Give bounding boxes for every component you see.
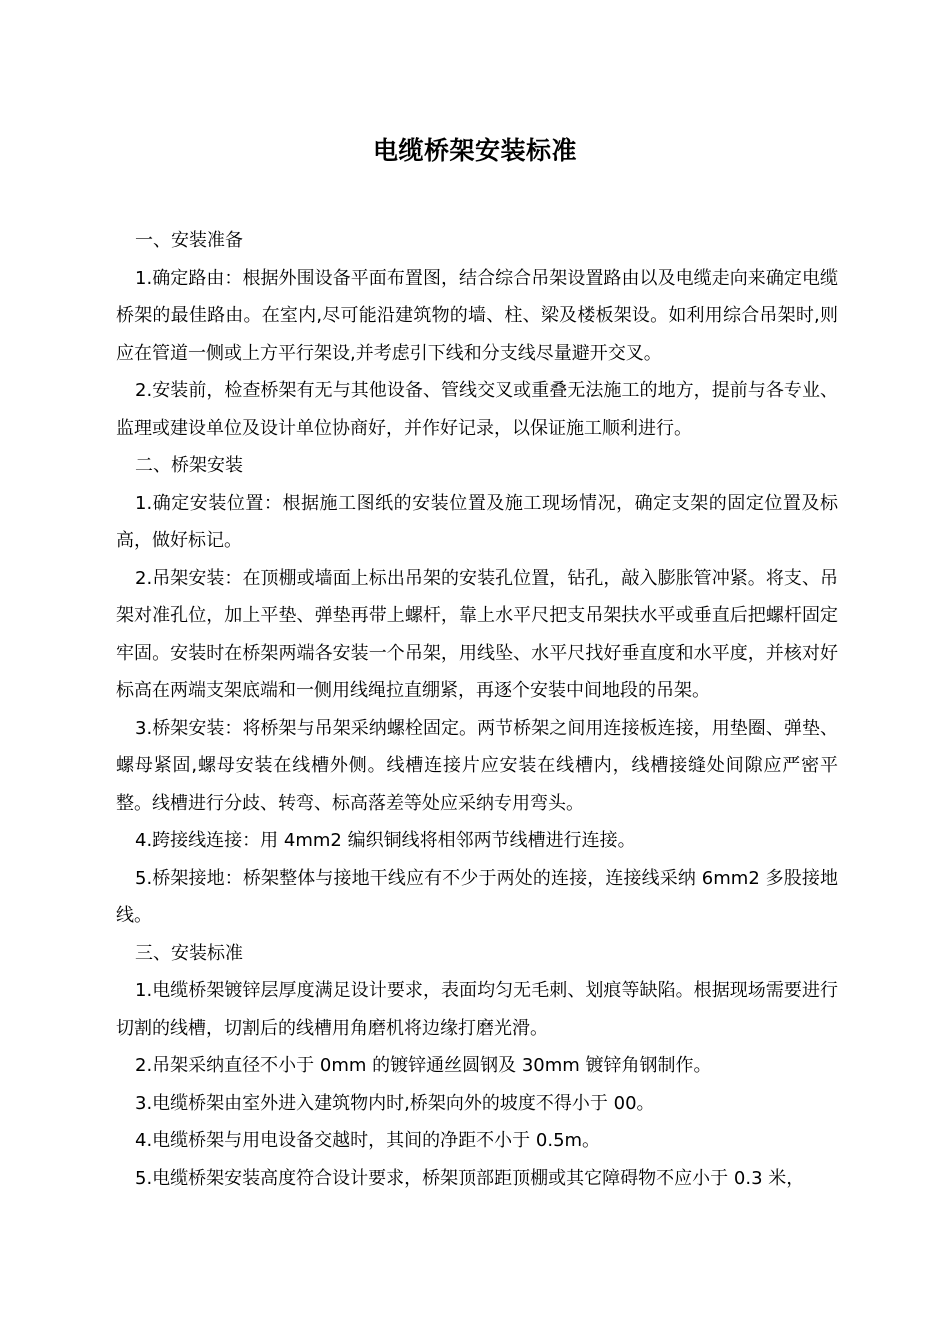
paragraph-tray-install: 3.桥架安装：将桥架与吊架采纳螺栓固定。两节桥架之间用连接板连接，用垫圈、弹垫、螺母紧固,螺母安装在线槽外侧。线槽连接片应安装在线槽内，线槽接缝处间隙应严密平整。线槽进行分歧、转弯、标高落差等处应采纳专用弯头。 [116, 717, 838, 814]
paragraph-hanger-material: 2.吊架采纳直径不小于 0mm 的镀锌通丝圆钢及 30mm 镀锌角钢制作。 [135, 1055, 712, 1076]
section-heading-standards: 三、安装标准 [135, 942, 243, 964]
paragraph-install-height: 5.电缆桥架安装高度符合设计要求，桥架顶部距顶棚或其它障碍物不应小于 0.3 米， [135, 1167, 805, 1189]
section-heading-preparation: 一、安装准备 [135, 230, 243, 251]
paragraph-galvanizing: 1.电缆桥架镀锌层厚度满足设计要求，表面均匀无毛刺、划痕等缺陷。根据现场需要进行切割的线槽，切割后的线槽用角磨机将边缘打磨光滑。 [116, 980, 838, 1039]
paragraph-pre-install-check: 2.安装前，检查桥架有无与其他设备、管线交叉或重叠无法施工的地方，提前与各专业、监理或建设单位及设计单位协商好，并作好记录，以保证施工顺利进行。 [116, 380, 838, 439]
paragraph-tray-grounding: 5.桥架接地：桥架整体与接地干线应有不少于两处的连接，连接线采纳 6mm2 多股接地线。 [116, 867, 838, 926]
paragraph-route: 1.确定路由：根据外围设备平面布置图，结合综合吊架设置路由以及电缆走向来确定电缆桥架的最佳路由。在室内,尽可能沿建筑物的墙、柱、梁及楼板架设。如利用综合吊架时,则应在管道一侧或上方平行架设,并考虑引下线和分支线尽量避开交叉。 [116, 267, 838, 364]
paragraph-clearance: 4.电缆桥架与用电设备交越时，其间的净距不小于 0.5m。 [135, 1130, 601, 1151]
paragraph-jumper-connection: 4.跨接线连接：用 4mm2 编织铜线将相邻两节线槽进行连接。 [135, 830, 636, 851]
paragraph-hanger-install: 2.吊架安装：在顶棚或墙面上标出吊架的安装孔位置，钻孔，敲入膨胀管冲紧。将支、吊架对准孔位，加上平垫、弹垫再带上螺杆，靠上水平尺把支吊架扶水平或垂直后把螺杆固定牢固。安装时在桥架两端各安装一个吊架，用线坠、水平尺找好垂直度和水平度，并核对好标高在两端支架底端和一侧用线绳拉直绷紧，再逐个安装中间地段的吊架。 [116, 567, 838, 701]
paragraph-install-position: 1.确定安装位置：根据施工图纸的安装位置及施工现场情况，确定支架的固定位置及标高，做好标记。 [116, 492, 838, 551]
document-title: 电缆桥架安装标准 [372, 136, 577, 165]
paragraph-slope: 3.电缆桥架由室外进入建筑物内时,桥架向外的坡度不得小于 00。 [135, 1092, 655, 1114]
document-body [116, 222, 838, 1197]
section-heading-tray-install: 二、桥架安装 [135, 455, 243, 476]
